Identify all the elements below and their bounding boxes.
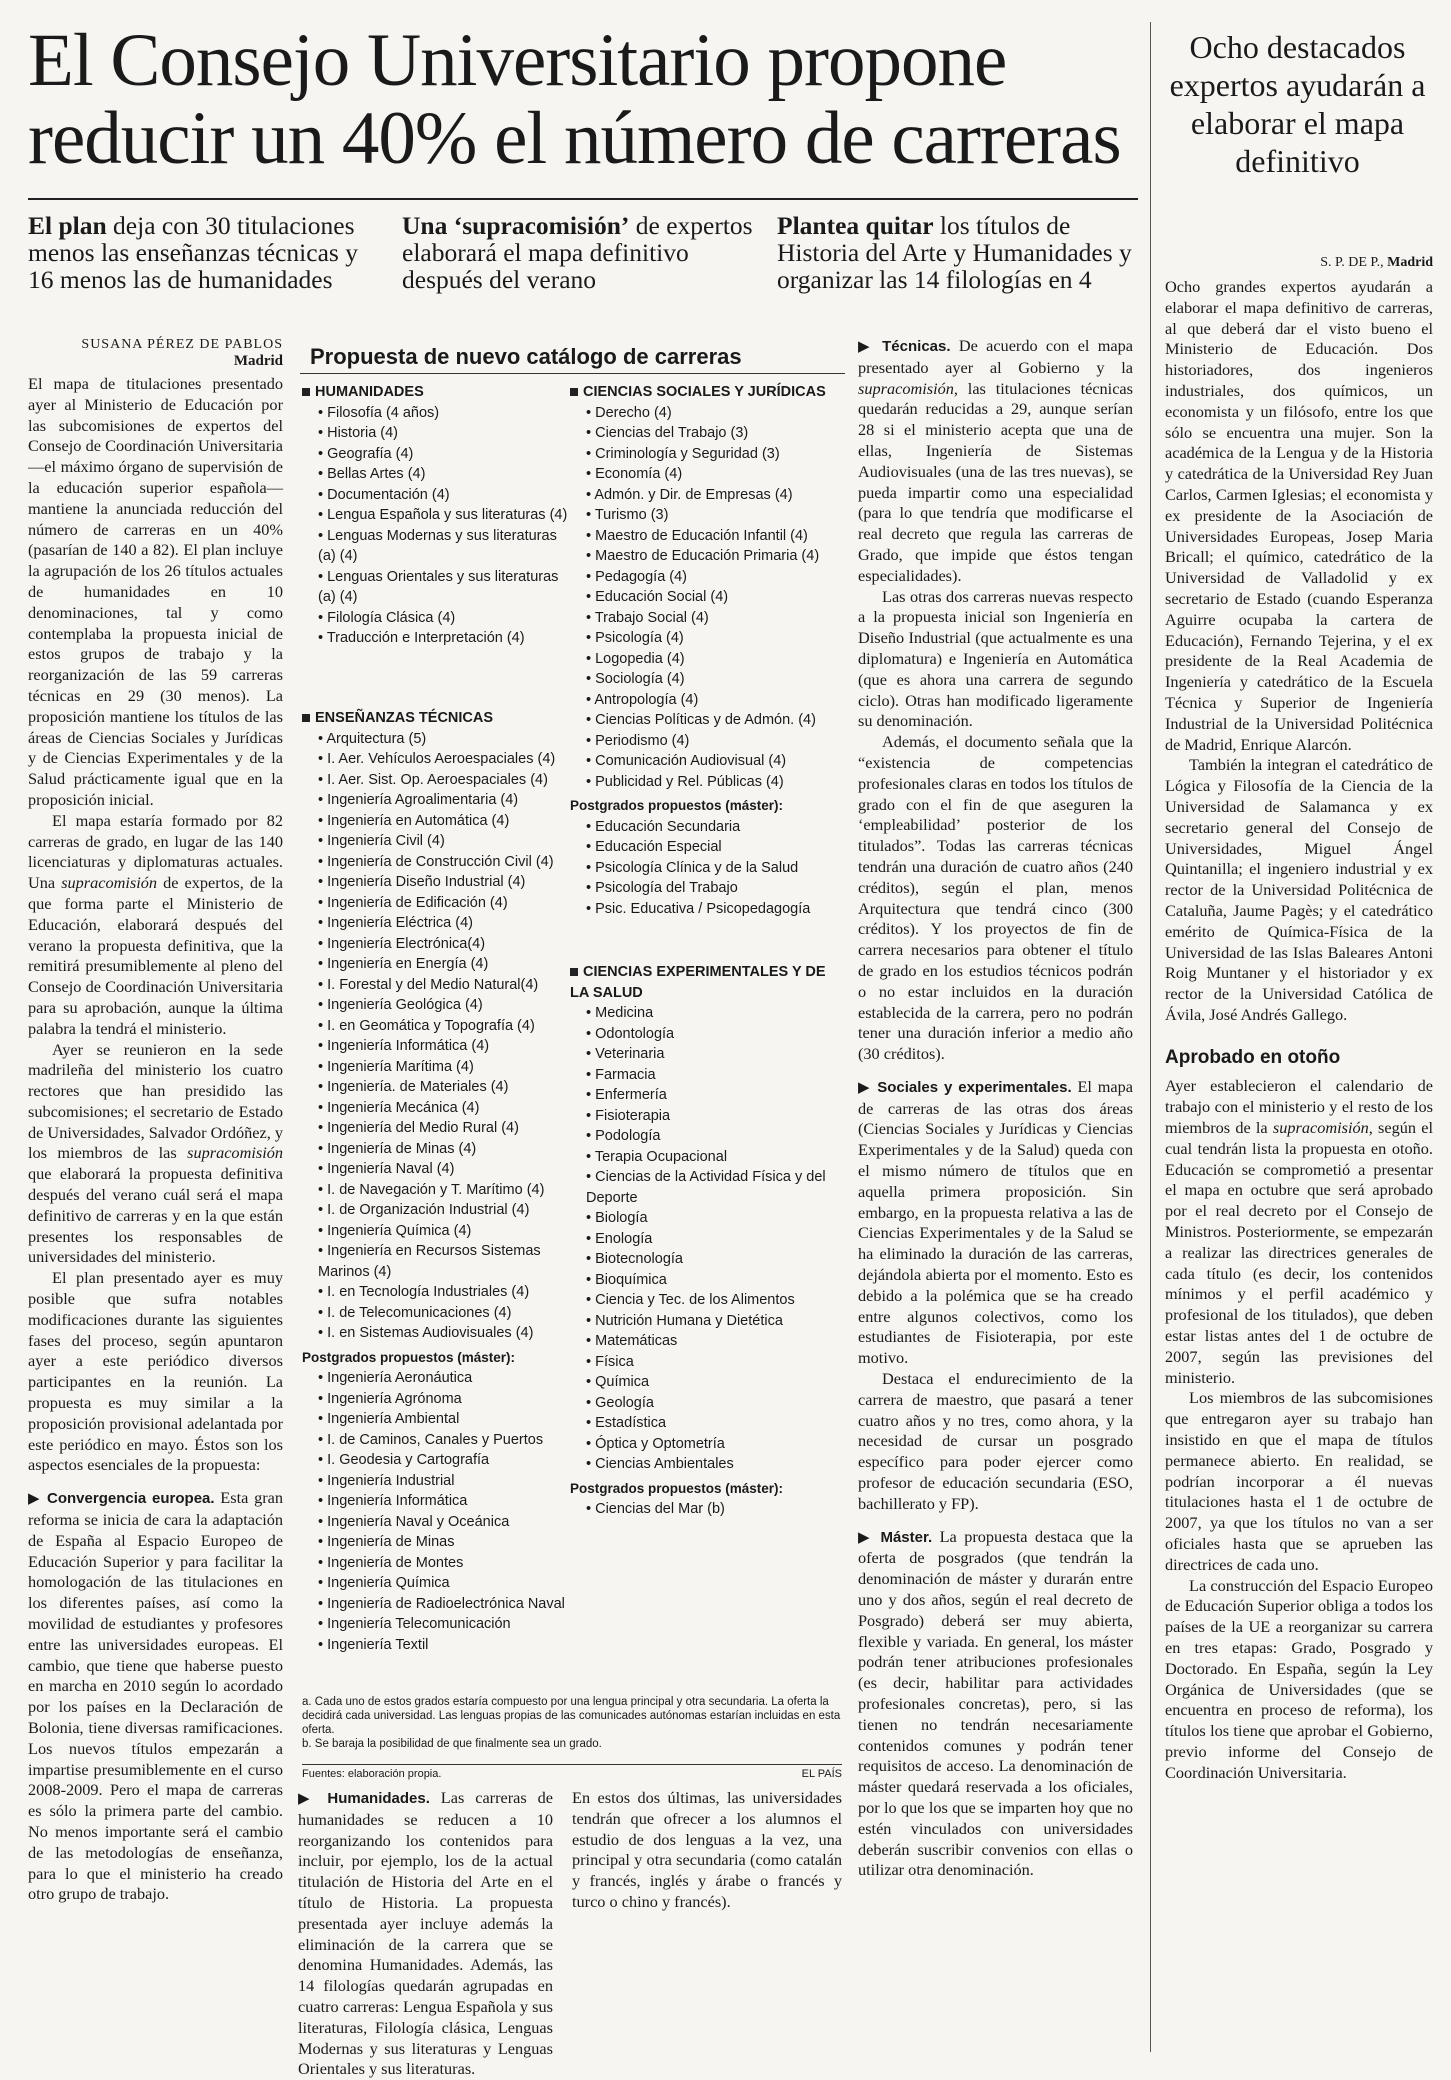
catalog-item: • I. en Geomática y Topografía (4): [318, 1016, 572, 1037]
catalog-item: • Ingeniería Industrial: [318, 1471, 572, 1492]
catalog-item: • Matemáticas: [586, 1331, 845, 1352]
catalog-item: • Maestro de Educación Primaria (4): [586, 546, 845, 567]
catalog-item: • Historia (4): [318, 423, 570, 444]
catalog-item: • Ingeniería Informática (4): [318, 1036, 572, 1057]
sidebar-headline: Ocho destacados expertos ayudarán a elaborar el mapa definitivo: [1169, 29, 1426, 179]
article-bottom-left: [298, 1788, 553, 2080]
catalog-item: • Pedagogía (4): [586, 567, 845, 588]
catalog-item: • Farmacia: [586, 1065, 845, 1086]
catalog-item: • Ingeniería Eléctrica (4): [318, 913, 572, 934]
catalog-item: • Química: [586, 1372, 845, 1393]
catalog-item: • Ciencias del Mar (b): [586, 1499, 845, 1520]
note-a: a. Cada uno de estos grados estaría compuesto por una lengua principal y otra secundaria. La oferta la decidirá cada universidad. Las lenguas propias de las comunicades autónomas estarían incluidas en esta oferta.: [302, 1696, 841, 1736]
catalog-item: • Ingeniería del Medio Rural (4): [318, 1118, 572, 1139]
catalog-item: • Ingeniería Aeronáutica: [318, 1368, 572, 1389]
catalog-item: • Admón. y Dir. de Empresas (4): [586, 485, 845, 506]
catalog-item: • Criminología y Seguridad (3): [586, 444, 845, 465]
catalog-item: • Biotecnología: [586, 1249, 845, 1270]
catalog-notes: [302, 1695, 842, 1751]
catalog-item: • Ingeniería Diseño Industrial (4): [318, 872, 572, 893]
paragraph: ▶ Técnicas. De acuerdo con el mapa presentado ayer al Gobierno y la supracomisión, las titulaciones técnicas quedarán reducidas a 29, aunque serían 28 si el ministerio acepta que una de ellas, Ingeniería de Sistemas Audiovisuales (una de las tres nuevas), se pueda impartir como una especialidad (para lo que tendría que modificarse el real decreto que regula las carreras de Grado, que impide que éstos tengan especialidades).: [858, 336, 1134, 585]
catalog-item: • Arquitectura (5): [318, 729, 572, 750]
catalog-item: • Trabajo Social (4): [586, 608, 845, 629]
paragraph: ▶ Sociales y experimentales. El mapa de carreras de las otras dos áreas (Ciencias Sociales y Jurídicas y Ciencias Experimentales y de la Salud) queda con el mismo número de títulos que en aquella primera proposición. Sin embargo, en la propuesta relativa a las de Ciencias Experimentales y de la Salud se ha eliminado la duración de las carreras, dejándola abierta por el momento. Esto es debido a la polémica que se ha creado entre algunos colectivos, como los estudiantes de Fisioterapia, por este motivo.: [858, 1076, 1133, 1368]
deck-3: Plantea quitar los títulos de Historia del Arte y Humanidades y organizar las 14 filologías en 4: [777, 211, 1132, 294]
catalog-column-right-2: [570, 962, 845, 1520]
catalog-item: • Traducción e Interpretación (4): [318, 628, 570, 649]
catalog-item: • Ingeniería Geológica (4): [318, 995, 572, 1016]
sociales-postgrado-heading: Postgrados propuestos (máster):: [570, 798, 784, 813]
catalog-item: • Odontología: [586, 1024, 845, 1045]
catalog-item: • Ciencias del Trabajo (3): [586, 423, 845, 444]
paragraph: ▶ Humanidades. Las carreras de humanidades se reducen a 10 reorganizando los contenidos para incluir, por ejemplo, los de la actual titulación de Historia del Arte en el título de Historia. La propuesta presentada ayer incluye además la eliminación de la carrera que se denomina Humanidades. Además, las 14 filologías quedarán agrupadas en cuatro carreras: Lengua Española y sus literaturas, Filología clásica, Lenguas Modernas y sus literaturas y Lenguas Orientales y sus literaturas.: [298, 1788, 554, 2079]
paragraph: En estos dos últimas, las universidades tendrán que ofrecer a los alumnos el estudio de dos lenguas a la vez, una principal y otra secundaria (como catalán y francés, inglés y árabe o francés y turco o chino y francés).: [572, 1788, 842, 1911]
catalog-item: • Estadística: [586, 1413, 845, 1434]
article-column-1: [28, 374, 283, 1905]
catalog-item: • Ingeniería Mecánica (4): [318, 1098, 572, 1119]
catalog-item: • Ingeniería Naval (4): [318, 1159, 572, 1180]
catalog-item: • Ingeniería de Edificación (4): [318, 893, 572, 914]
tecnicas-postgrado-list: [302, 1368, 572, 1655]
catalog-item: • Ingeniería Química (4): [318, 1221, 572, 1242]
catalog-item: • I. de Navegación y T. Marítimo (4): [318, 1180, 572, 1201]
catalog-item: • Ingeniería de Radioelectrónica Naval: [318, 1594, 572, 1615]
sidebar-byline: S. P. DE P., Madrid: [1320, 255, 1433, 270]
catalog-item: • Ingeniería Civil (4): [318, 831, 572, 852]
catalog-item: • Ingeniería de Montes: [318, 1553, 572, 1574]
catalog-item: • I. Aer. Vehículos Aeroespaciales (4): [318, 749, 572, 770]
article-column-4: [858, 336, 1133, 1881]
catalog-item: • Geología: [586, 1393, 845, 1414]
humanidades-heading: HUMANIDADES: [302, 382, 570, 403]
catalog-item: • Antropología (4): [586, 690, 845, 711]
catalog-item: • Ingeniería Química: [318, 1573, 572, 1594]
paragraph: Destaca el endurecimiento de la carrera de maestro, que pasará a tener cuatro años y no tres, como ahora, y la necesidad de cursar un posgrado específico para poder ejercer como profesor de educación secundaria (ESO, bachillerato y FP).: [858, 1369, 1133, 1513]
article-bottom-right: [572, 1788, 842, 1913]
catalog-item: • Ingeniería Agroalimentaria (4): [318, 790, 572, 811]
catalog-item: • Ingeniería Marítima (4): [318, 1057, 572, 1078]
deck-1: El plan deja con 30 titulaciones menos las enseñanzas técnicas y 16 menos las de humanidades: [28, 211, 358, 294]
paragraph: También la integran el catedrático de Lógica y Filosofía de la Ciencia de la Universidad de Salamanca y ex secretario general del Consejo de Universidades, Miguel Ángel Quintanilla; el ingeniero industrial y ex rector de la Universidad Politécnica de Cataluña, Jaume Pagès; y el catedrático emérito de Química-Física de la Universidad de las Islas Baleares Antoni Roig Muntaner y el historiador y ex rector de la Universidad Católica de Ávila, José Andrés Gallego.: [1165, 755, 1433, 1024]
catalog-item: • Ingeniería Informática: [318, 1491, 572, 1512]
credit: EL PAÍS: [801, 1768, 842, 1780]
catalog-item: • Ingeniería de Minas: [318, 1532, 572, 1553]
catalog-item: • I. Geodesia y Cartografía: [318, 1450, 572, 1471]
catalog-item: • Ciencia y Tec. de los Alimentos: [586, 1290, 845, 1311]
catalog-item: • Logopedia (4): [586, 649, 845, 670]
paragraph: El mapa estaría formado por 82 carreras de grado, en lugar de las 140 licenciaturas y diplomaturas actuales. Una supracomisión de expertos, de la que forma parte el Ministerio de Educación, elaborará después del verano la propuesta definitiva, que la remitirá presumiblemente al pleno del Consejo de Coordinación Universitaria para su aprobación, aunque la última palabra la tendrá el ministerio.: [28, 810, 283, 1038]
catalog-item: • Psic. Educativa / Psicopedagogía: [586, 899, 845, 920]
column-divider: [1150, 22, 1151, 2052]
catalog-item: • Ingeniería Textil: [318, 1635, 572, 1656]
catalog-item: • Economía (4): [586, 464, 845, 485]
sociales-postgrado-list: [570, 817, 845, 920]
catalog-item: • Ingeniería de Minas (4): [318, 1139, 572, 1160]
catalog-item: • Ingeniería Electrónica(4): [318, 934, 572, 955]
catalog-column-left-2: [302, 708, 572, 1655]
paragraph: Ayer establecieron el calendario de trabajo con el ministerio y el resto de los miembros de la supracomisión, según el cual tendrán lista la propuesta en otoño. Educación se comprometió a presentar el mapa en octubre que será aprobado por el real decreto por el Consejo de Ministros. Posteriormente, se empezarán a realizar las directrices generales de cada título (es decir, los contenidos mínimos y el perfil académico y profesional de los titulados), que deben estar listas antes del 1 de octubre de 2007, según las previsiones del ministerio.: [1165, 1076, 1433, 1387]
catalog-item: • I. Forestal y del Medio Natural(4): [318, 975, 572, 996]
sociales-list: [570, 403, 845, 793]
catalog-item: • Periodismo (4): [586, 731, 845, 752]
tecnicas-list: [302, 729, 572, 1344]
catalog-item: • Ingeniería de Construcción Civil (4): [318, 852, 572, 873]
catalog-item: • Bellas Artes (4): [318, 464, 570, 485]
source-text: Fuentes: elaboración propia.: [302, 1768, 442, 1780]
sidebar-body: [1165, 277, 1433, 1784]
paragraph: Además, el documento señala que la “existencia de competencias profesionales claras en todos los títulos de grado con el fin de que aseguren la ‘empleabilidad’ posterior de los titulados”. Todas las carreras técnicas tendrán una duración de cuatro años (240 créditos), según el plan, menos Arquitectura que tendrá cinco (300 créditos). Y los proyectos de fin de carrera necesarios para obtener el título de grado en los estudios técnicos podrán o no estar incluidos en la duración establecida de la carrera, pero no podrán tener una duración inferior a medio año (30 créditos).: [858, 732, 1133, 1064]
experimentales-heading: CIENCIAS EXPERIMENTALES Y DE LA SALUD: [570, 964, 826, 1001]
catalog-item: • Enfermería: [586, 1085, 845, 1106]
catalog-item: • Lenguas Modernas y sus literaturas (a) (4): [318, 526, 570, 567]
catalog-column-left: [302, 382, 570, 649]
dateline: Madrid: [233, 353, 283, 369]
catalog-item: • I. en Sistemas Audiovisuales (4): [318, 1323, 572, 1344]
catalog-item: • Psicología del Trabajo: [586, 878, 845, 899]
paragraph: ▶ Máster. La propuesta destaca que la oferta de posgrados (que tendrán la denominación de máster y durarán entre uno y dos años, según el real decreto de Posgrado) deberá ser muy abierta, flexible y variada. En general, los máster podrán tener atribuciones profesionales (es decir, habilitar para actividades profesionales concretas), pero, si las tienen no tendrán necesariamente contenidos comunes y podrán tener requisitos de acceso. La denominación de máster quedará reservada a los oficiales, por lo que los que se imparten hoy que no estén vinculados con universidades deberán suscribir convenios con ellas o utilizar otra denominación.: [858, 1526, 1134, 1880]
catalog-item: • Biología: [586, 1208, 845, 1229]
catalog-item: • Educación Social (4): [586, 587, 845, 608]
experimentales-postgrado-list: [570, 1499, 845, 1520]
catalog-item: • Podología: [586, 1126, 845, 1147]
catalog-title: Propuesta de nuevo catálogo de carreras: [310, 344, 742, 369]
headline-rule: [28, 198, 1138, 200]
paragraph: Los miembros de las subcomisiones que entregaron ayer su trabajo han insistido en que el mapa de títulos permanece abierto. En realidad, se podrían incorporar a él nuevas titulaciones hasta el 1 de octubre de 2007, ya que los títulos no van a ser oficiales hasta que se aprueben las directrices de cada uno.: [1165, 1388, 1433, 1574]
catalog-column-right: [570, 382, 845, 919]
catalog-item: • Filosofía (4 años): [318, 403, 570, 424]
catalog-item: • Lengua Española y sus literaturas (4): [318, 505, 570, 526]
note-b: b. Se baraja la posibilidad de que finalmente sea un grado.: [302, 1738, 602, 1750]
humanidades-list: [302, 403, 570, 649]
catalog-item: • Ciencias Políticas y de Admón. (4): [586, 710, 845, 731]
catalog-item: • Filología Clásica (4): [318, 608, 570, 629]
catalog-item: • Turismo (3): [586, 505, 845, 526]
catalog-rule: [300, 373, 845, 374]
paragraph: Ayer se reunieron en la sede madrileña del ministerio los cuatro rectores que han presidido las subcomisiones; el secretario de Estado de Universidades, Salvador Ordóñez, y los miembros de las supracomisión que elaborará la propuesta definitiva después del verano cuál será el mapa definitivo de carreras y en la que están presentes los responsables de universidades del ministerio.: [28, 1039, 283, 1267]
paragraph: ▶ Convergencia europea. Esta gran reforma se inicia de cara la adaptación de España al Espacio Europeo de Educación Superior y para facilitar la homologación de las titulaciones en los diferentes países, así como la movilidad de estudiantes y profesores entre las universidades europeas. El cambio, que tiene que haberse puesto en marcha en 2010 según lo acordado por los países en la Declaración de Bolonia, tiene diversas ramificaciones. Los nuevos títulos empezarán a impartise presumiblemente en el curso 2008-2009. Pero el mapa de carreras es sólo la primera parte del cambio. No menos importante será el cambio de las metodologías de enseñanza, para lo que el ministerio ha creado otro grupo de trabajo.: [28, 1488, 283, 1904]
catalog-item: • Publicidad y Rel. Públicas (4): [586, 772, 845, 793]
sidebar-subhead: Aprobado en otoño: [1165, 1046, 1341, 1068]
deck-2: Una ‘supracomisión’ de expertos elaborará el mapa definitivo después del verano: [402, 211, 753, 294]
catalog-item: • Física: [586, 1352, 845, 1373]
catalog-item: • Educación Secundaria: [586, 817, 845, 838]
catalog-item: • Documentación (4): [318, 485, 570, 506]
catalog-item: • Ciencias Ambientales: [586, 1454, 845, 1475]
byline: SUSANA PÉREZ DE PABLOS: [81, 337, 283, 352]
catalog-item: • Comunicación Audiovisual (4): [586, 751, 845, 772]
catalog-item: • Educación Especial: [586, 837, 845, 858]
catalog-item: • Enología: [586, 1229, 845, 1250]
catalog-item: • Ingeniería Ambiental: [318, 1409, 572, 1430]
catalog-item: • Fisioterapia: [586, 1106, 845, 1127]
catalog-item: • I. de Telecomunicaciones (4): [318, 1303, 572, 1324]
paragraph: La construcción del Espacio Europeo de Educación Superior obliga a todos los países de la UE a reorganizar su carrera en tres etapas: Grado, Posgrado y Doctorado. En España, según la Ley Orgánica de Universidades (que se encuentra en proceso de reforma), los títulos los tiene que aprobar el Gobierno, previo informe del Consejo de Coordinación Universitaria.: [1165, 1575, 1433, 1782]
catalog-item: • Ingeniería en Recursos Sistemas Marinos (4): [318, 1241, 572, 1282]
catalog-item: • Maestro de Educación Infantil (4): [586, 526, 845, 547]
sociales-heading: CIENCIAS SOCIALES Y JURÍDICAS: [570, 382, 845, 403]
tecnicas-postgrado-heading: Postgrados propuestos (máster):: [302, 1349, 516, 1365]
catalog-item: • Óptica y Optometría: [586, 1434, 845, 1455]
catalog-item: • Nutrición Humana y Dietética: [586, 1311, 845, 1332]
catalog-item: • Derecho (4): [586, 403, 845, 424]
catalog-item: • Ingeniería en Automática (4): [318, 811, 572, 832]
paragraph: Las otras dos carreras nuevas respecto a la propuesta inicial son Ingeniería en Diseño Industrial (que actualmente es una diplomatura) e Ingeniería en Automática (que es ahora una carrera de segundo ciclo). Otras han modificado ligeramente su denominación.: [858, 586, 1133, 731]
tecnicas-heading: ENSEÑANZAS TÉCNICAS: [302, 708, 572, 729]
paragraph: El mapa de titulaciones presentado ayer al Ministerio de Educación por las subcomisiones de expertos del Consejo de Coordinación Universitaria —el máximo órgano de supervisión de la educación superior española— mantiene la anunciada reducción del número de carreras en un 40% (pasarían de 140 a 82). El plan incluye la agrupación de los 26 títulos actuales de humanidades en 10 denominaciones, tal y como contemplaba la propuesta inicial de estos grupos de trabajo y la reorganización de las 59 carreras técnicas en 29 (30 menos). La proposición mantiene los títulos de las áreas de Ciencias Sociales y Jurídicas y de Ciencias Experimentales y de la Salud prácticamente igual que en la proposición inicial.: [28, 374, 283, 809]
catalog-item: • Sociología (4): [586, 669, 845, 690]
catalog-item: • Ingeniería Naval y Oceánica: [318, 1512, 572, 1533]
catalog-item: • Veterinaria: [586, 1044, 845, 1065]
paragraph: Ocho grandes expertos ayudarán a elaborar el mapa definitivo de carreras, al que deberá dar el visto bueno el Ministerio de Educación. Dos historiadores, dos ingenieros industriales, dos químicos, un economista y un filósofo, entre los que sólo se encuentra una mujer. Son la académica de la Lengua y de la Historia y catedrática de la Universidad Rey Juan Carlos, Carmen Iglesias; el economista y ex presidente de la Asociación de Universidades Europeas, Josep Maria Bricall; el químico, catedrático de la Universidad de Valladolid y ex secretario de Estado (cuando Esperanza Aguirre ocupaba la cartera de Educación), Fernando Tejerina, y el ex presidente de la Real Academia de Ingeniería y catedrático de la Escuela Técnica y Superior de Ingeniería Industrial de la Universidad Politécnica de Madrid, Enrique Alarcón.: [1165, 277, 1433, 754]
main-headline: El Consejo Universitario propone reducir un 40% el número de carreras: [28, 19, 1121, 180]
catalog-item: • Bioquímica: [586, 1270, 845, 1291]
catalog-item: • Psicología Clínica y de la Salud: [586, 858, 845, 879]
catalog-item: • Terapia Ocupacional: [586, 1147, 845, 1168]
catalog-item: • Ingeniería Telecomunicación: [318, 1614, 572, 1635]
paragraph: El plan presentado ayer es muy posible que sufra notables modificaciones durante las siguientes fases del proceso, según apuntaron ayer a este periódico diversos participantes en la reunión. La propuesta es muy similar a la proposición provisional adelantada por este periódico en mayo. Éstos son los aspectos esenciales de la propuesta:: [28, 1268, 283, 1475]
byline-block: [28, 337, 283, 370]
catalog-item: • I. de Organización Industrial (4): [318, 1200, 572, 1221]
catalog-item: • Lenguas Orientales y sus literaturas (a) (4): [318, 567, 570, 608]
catalog-item: • Geografía (4): [318, 444, 570, 465]
catalog-source: [302, 1764, 842, 1780]
catalog-item: • Ingeniería en Energía (4): [318, 954, 572, 975]
experimentales-postgrado-heading: Postgrados propuestos (máster):: [570, 1480, 784, 1496]
catalog-item: • Ingeniería Agrónoma: [318, 1389, 572, 1410]
catalog-item: • Ingeniería. de Materiales (4): [318, 1077, 572, 1098]
experimentales-list: [570, 1003, 845, 1475]
catalog-item: • I. de Caminos, Canales y Puertos: [318, 1430, 572, 1451]
catalog-item: • Medicina: [586, 1003, 845, 1024]
catalog-item: • Ciencias de la Actividad Física y del Deporte: [586, 1167, 845, 1208]
catalog-item: • I. Aer. Sist. Op. Aeroespaciales (4): [318, 770, 572, 791]
catalog-item: • Psicología (4): [586, 628, 845, 649]
catalog-item: • I. en Tecnología Industriales (4): [318, 1282, 572, 1303]
